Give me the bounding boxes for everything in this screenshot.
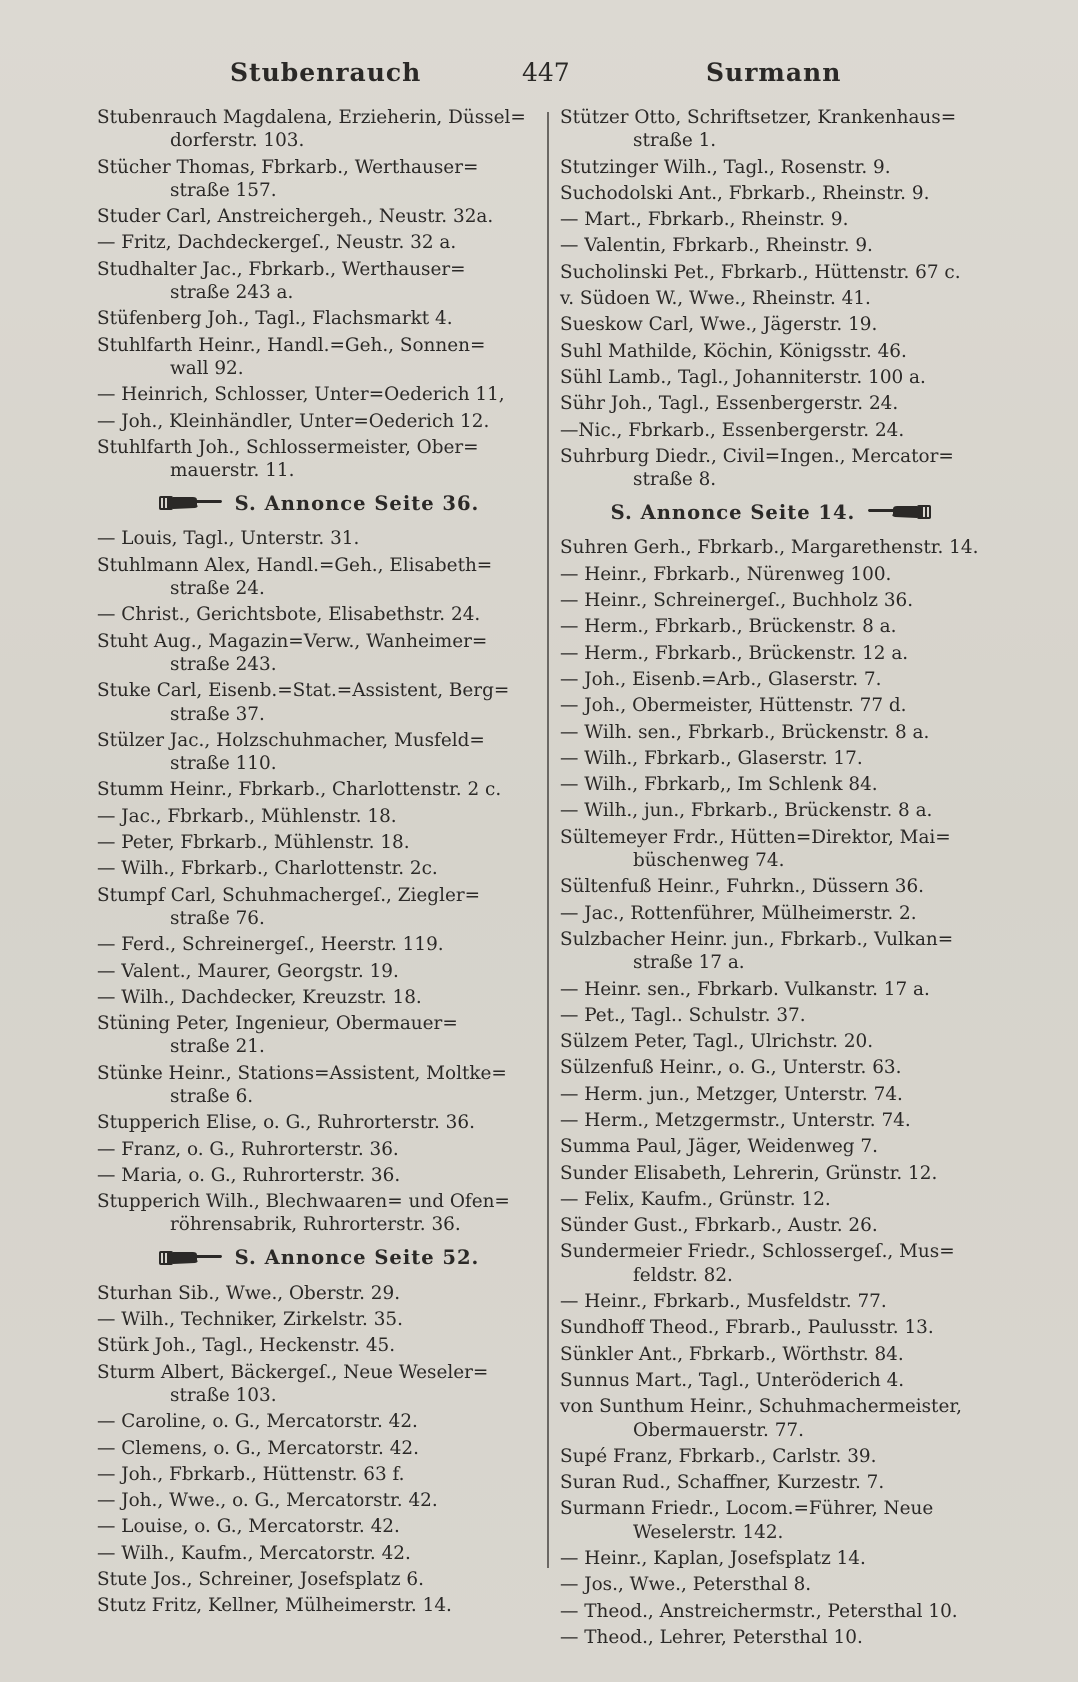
directory-entry	[560, 340, 994, 363]
directory-entry	[560, 313, 994, 336]
directory-entry	[97, 603, 529, 626]
entry-first-line: — Wilh., jun., Fbrkarb., Brückenstr. 8 a.	[560, 800, 933, 822]
directory-entry	[560, 563, 994, 586]
entry-first-line: — Clemens, o. G., Mercatorstr. 42.	[97, 1437, 419, 1459]
entry-first-line: — Herm., Fbrkarb., Brückenstr. 12 a.	[560, 642, 909, 664]
entry-first-line: Studer Carl, Anstreichergeh., Neustr. 32a.	[97, 206, 494, 228]
entry-first-line: von Sunthum Heinr., Schuhmachermeister,	[560, 1396, 962, 1418]
entry-first-line: — Wilh., Techniker, Zirkelstr. 35.	[97, 1309, 403, 1331]
entry-first-line: Suchodolski Ant., Fbrkarb., Rheinstr. 9.	[560, 182, 930, 204]
entry-first-line: Stumm Heinr., Fbrkarb., Charlottenstr. 2 c.	[97, 779, 502, 801]
entry-first-line: — Heinr. sen., Fbrkarb. Vulkanstr. 17 a.	[560, 978, 930, 1000]
entry-first-line: Stüfenberg Joh., Tagl., Flachsmarkt 4.	[97, 308, 453, 330]
directory-entry	[560, 668, 994, 691]
directory-entry	[560, 366, 994, 389]
entry-first-line: — Louis, Tagl., Unterstr. 31.	[97, 528, 360, 550]
entry-first-line: — Herm., Fbrkarb., Brückenstr. 8 a.	[560, 616, 897, 638]
entry-first-line: Stuhlfarth Heinr., Handl.=Geh., Sonnen=	[97, 334, 486, 356]
directory-entry	[560, 234, 994, 257]
directory-entry	[560, 773, 994, 796]
directory-entry	[560, 902, 994, 925]
entry-first-line: — Ferd., Schreinergeſ., Heerstr. 119.	[97, 934, 444, 956]
entry-continuation: straße 243 a.	[170, 282, 294, 304]
directory-entry	[97, 410, 529, 433]
directory-entry	[560, 642, 994, 665]
directory-entry	[97, 1138, 529, 1161]
entry-first-line: — Wilh. sen., Fbrkarb., Brückenstr. 8 a.	[560, 721, 930, 743]
column-divider	[547, 112, 549, 1568]
entry-first-line: — Valent., Maurer, Georgstr. 19.	[97, 960, 399, 982]
entry-first-line: Stute Jos., Schreiner, Josefsplatz 6.	[97, 1569, 424, 1591]
directory-entry	[97, 106, 529, 153]
entry-continuation: straße 243.	[170, 653, 277, 675]
directory-entry	[560, 1290, 994, 1313]
directory-entry	[97, 205, 529, 228]
entry-first-line: Sturm Albert, Bäckergeſ., Neue Weseler=	[97, 1361, 489, 1383]
directory-entry	[97, 805, 529, 828]
entry-first-line: — Jac., Fbrkarb., Mühlenstr. 18.	[97, 805, 397, 827]
directory-entry	[560, 1471, 994, 1494]
header-left-keyword: Stubenrauch	[230, 58, 422, 87]
directory-entry	[560, 445, 994, 492]
directory-entry	[560, 1626, 994, 1649]
entry-first-line: — Joh., Fbrkarb., Hüttenstr. 63 f.	[97, 1463, 405, 1485]
directory-entry	[560, 1343, 994, 1366]
directory-entry	[97, 1437, 529, 1460]
directory-entry	[97, 960, 529, 983]
annonce-text: S. Annonce Seite 14.	[610, 500, 856, 524]
entry-first-line: — Pet., Tagl.. Schulstr. 37.	[560, 1004, 806, 1026]
entry-first-line: Stupperich Wilh., Blechwaaren= und Ofen=	[97, 1191, 510, 1213]
directory-entry	[97, 778, 529, 801]
entry-first-line: — Heinrich, Schlosser, Unter=Oederich 11,	[97, 384, 505, 406]
directory-entry	[560, 287, 994, 310]
entry-first-line: Suhl Mathilde, Köchin, Königsstr. 46.	[560, 340, 907, 362]
entry-first-line: Sunnus Mart., Tagl., Unteröderich 4.	[560, 1369, 905, 1391]
entry-first-line: Stützer Otto, Schriftsetzer, Krankenhaus=	[560, 107, 957, 128]
entry-first-line: — Franz, o. G., Ruhrorterstr. 36.	[97, 1138, 399, 1160]
directory-entry	[560, 1188, 994, 1211]
directory-entry	[560, 1109, 994, 1132]
directory-entry	[560, 615, 994, 638]
directory-entry	[97, 1012, 529, 1059]
directory-entry	[560, 182, 994, 205]
entry-continuation: straße 37.	[170, 703, 265, 725]
directory-entry	[97, 1308, 529, 1331]
directory-entry	[97, 1334, 529, 1357]
page-header	[0, 58, 1078, 98]
directory-entry	[97, 884, 529, 931]
annonce-text: S. Annonce Seite 36.	[234, 491, 480, 515]
directory-entry	[97, 1463, 529, 1486]
directory-entry	[560, 261, 994, 284]
entry-first-line: Supé Franz, Fbrkarb., Carlstr. 39.	[560, 1445, 877, 1467]
entry-first-line: Sünder Gust., Fbrkarb., Austr. 26.	[560, 1215, 878, 1237]
directory-entry	[560, 1083, 994, 1106]
directory-entry	[560, 1547, 994, 1570]
directory-entry	[560, 978, 994, 1001]
entry-first-line: Surmann Friedr., Locom.=Führer, Neue	[560, 1498, 934, 1520]
entry-first-line: — Heinr., Fbrkarb., Nürenweg 100.	[560, 563, 892, 585]
entry-first-line: — Valentin, Fbrkarb., Rheinstr. 9.	[560, 235, 873, 257]
directory-entry	[97, 258, 529, 305]
directory-entry	[97, 1282, 529, 1305]
directory-entry	[97, 831, 529, 854]
entry-continuation: straße 1.	[633, 130, 717, 152]
entry-continuation: straße 6.	[170, 1085, 254, 1107]
directory-entry	[560, 419, 994, 442]
entry-first-line: Stücher Thomas, Fbrkarb., Werthauser=	[97, 156, 479, 178]
entry-first-line: — Louise, o. G., Mercatorstr. 42.	[97, 1516, 400, 1538]
entry-first-line: — Peter, Fbrkarb., Mühlenstr. 18.	[97, 832, 410, 854]
entry-first-line: Stumpf Carl, Schuhmachergeſ., Ziegler=	[97, 884, 481, 906]
entry-first-line: Stupperich Elise, o. G., Ruhrorterstr. 36.	[97, 1112, 475, 1134]
entry-first-line: Sulzbacher Heinr. jun., Fbrkarb., Vulkan=	[560, 928, 954, 950]
entry-first-line: — Heinr., Kaplan, Josefsplatz 14.	[560, 1548, 866, 1570]
directory-entry	[97, 1190, 529, 1237]
entry-first-line: — Joh., Obermeister, Hüttenstr. 77 d.	[560, 695, 907, 717]
entry-first-line: Sültenfuß Heinr., Fuhrkn., Düssern 36.	[560, 876, 925, 898]
directory-entry	[560, 1056, 994, 1079]
entry-first-line: Stuhlfarth Joh., Schlossermeister, Ober=	[97, 436, 479, 458]
entry-continuation: Obermauerstr. 77.	[633, 1419, 804, 1441]
entry-first-line: Sülzenfuß Heinr., o. G., Unterstr. 63.	[560, 1057, 902, 1079]
pointing-hand-icon	[867, 502, 931, 522]
directory-entry	[560, 694, 994, 717]
entry-first-line: — Heinr., Fbrkarb., Musfeldstr. 77.	[560, 1291, 887, 1313]
entry-first-line: Stüning Peter, Ingenieur, Obermauer=	[97, 1013, 458, 1035]
entry-first-line: Stürk Joh., Tagl., Heckenstr. 45.	[97, 1335, 396, 1357]
annonce-reference	[97, 491, 529, 515]
entry-first-line: Suran Rud., Schaffner, Kurzestr. 7.	[560, 1472, 885, 1494]
entry-continuation: straße 8.	[633, 469, 717, 491]
entry-first-line: v. Südoen W., Wwe., Rheinstr. 41.	[560, 288, 871, 310]
entry-continuation: straße 21.	[170, 1036, 265, 1058]
directory-entry	[560, 1573, 994, 1596]
directory-entry	[560, 1004, 994, 1027]
entry-first-line: Stuhlmann Alex, Handl.=Geh., Elisabeth=	[97, 554, 493, 576]
annonce-reference	[97, 1246, 529, 1270]
entry-first-line: Stülzer Jac., Holzschuhmacher, Musfeld=	[97, 729, 485, 751]
entry-first-line: — Maria, o. G., Ruhrorterstr. 36.	[97, 1164, 401, 1186]
directory-entry	[560, 589, 994, 612]
entry-first-line: — Joh., Wwe., o. G., Mercatorstr. 42.	[97, 1490, 438, 1512]
entry-first-line: Sundhoff Theod., Fbrarb., Paulusstr. 13.	[560, 1317, 934, 1339]
directory-entry	[97, 156, 529, 203]
entry-first-line: — Joh., Kleinhändler, Unter=Oederich 12.	[97, 410, 490, 432]
directory-entry	[97, 1410, 529, 1433]
directory-entry	[97, 1111, 529, 1134]
entry-first-line: Suhren Gerh., Fbrkarb., Margarethenstr. 14.	[560, 537, 979, 559]
directory-entry	[560, 1316, 994, 1339]
entry-first-line: Sünkler Ant., Fbrkarb., Wörthstr. 84.	[560, 1343, 904, 1365]
entry-first-line: — Caroline, o. G., Mercatorstr. 42.	[97, 1411, 418, 1433]
annonce-text: S. Annonce Seite 52.	[234, 1246, 480, 1270]
directory-entry	[97, 231, 529, 254]
directory-entry	[97, 307, 529, 330]
entry-continuation: straße 103.	[170, 1384, 277, 1406]
entry-first-line: — Theod., Lehrer, Petersthal 10.	[560, 1626, 863, 1648]
entry-continuation: dorferstr. 103.	[170, 130, 305, 152]
directory-entry	[97, 933, 529, 956]
directory-entry	[560, 928, 994, 975]
right-column	[560, 106, 994, 1652]
entry-continuation: Weselerstr. 142.	[633, 1521, 784, 1543]
directory-entry	[97, 630, 529, 677]
directory-entry	[560, 1600, 994, 1623]
directory-entry	[97, 527, 529, 550]
entry-first-line: Sucholinski Pet., Fbrkarb., Hüttenstr. 67 c.	[560, 261, 961, 283]
entry-first-line: Sunder Elisabeth, Lehrerin, Grünstr. 12.	[560, 1162, 938, 1184]
directory-entry	[97, 857, 529, 880]
directory-entry	[560, 1395, 994, 1442]
directory-entry	[560, 1030, 994, 1053]
directory-entry	[97, 334, 529, 381]
directory-entry	[560, 721, 994, 744]
directory-entry	[97, 1361, 529, 1408]
directory-entry	[560, 106, 994, 153]
entry-first-line: Stutzinger Wilh., Tagl., Rosenstr. 9.	[560, 156, 891, 178]
directory-entry	[97, 436, 529, 483]
directory-entry	[97, 1568, 529, 1591]
entry-first-line: — Fritz, Dachdeckergeſ., Neustr. 32 a.	[97, 232, 457, 254]
directory-entry	[560, 1240, 994, 1287]
directory-entry	[97, 1594, 529, 1617]
entry-first-line: — Felix, Kaufm., Grünstr. 12.	[560, 1188, 831, 1210]
entry-continuation: straße 110.	[170, 753, 277, 775]
left-column	[97, 106, 529, 1621]
directory-entry	[97, 1062, 529, 1109]
directory-entry	[560, 1214, 994, 1237]
entry-first-line: — Mart., Fbrkarb., Rheinstr. 9.	[560, 209, 849, 231]
entry-continuation: straße 76.	[170, 907, 265, 929]
pointing-hand-icon	[159, 1248, 223, 1268]
entry-first-line: — Joh., Eisenb.=Arb., Glaserstr. 7.	[560, 668, 882, 690]
directory-entry	[97, 1489, 529, 1512]
entry-first-line: — Wilh., Dachdecker, Kreuzstr. 18.	[97, 986, 422, 1008]
entry-first-line: Stutz Fritz, Kellner, Mülheimerstr. 14.	[97, 1595, 452, 1617]
entry-first-line: Stünke Heinr., Stations=Assistent, Moltke=	[97, 1062, 507, 1084]
entry-first-line: Stubenrauch Magdalena, Erzieherin, Düssel=	[97, 107, 526, 128]
entry-first-line: — Jac., Rottenführer, Mülheimerstr. 2.	[560, 902, 917, 924]
entry-continuation: straße 24.	[170, 578, 265, 600]
entry-first-line: Sültemeyer Frdr., Hütten=Direktor, Mai=	[560, 826, 951, 848]
directory-entry	[97, 986, 529, 1009]
directory-entry	[560, 1135, 994, 1158]
entry-first-line: — Jos., Wwe., Petersthal 8.	[560, 1574, 812, 1596]
entry-first-line: — Herm. jun., Metzger, Unterstr. 74.	[560, 1083, 903, 1105]
entry-first-line: — Wilh., Fbrkarb., Glaserstr. 17.	[560, 747, 863, 769]
directory-entry	[97, 554, 529, 601]
directory-entry	[560, 1162, 994, 1185]
directory-entry	[560, 826, 994, 873]
entry-first-line: Sueskow Carl, Wwe., Jägerstr. 19.	[560, 314, 878, 336]
entry-first-line: — Christ., Gerichtsbote, Elisabethstr. 24.	[97, 604, 481, 626]
entry-continuation: straße 157.	[170, 179, 277, 201]
entry-continuation: feldstr. 82.	[633, 1264, 733, 1286]
directory-entry	[560, 1369, 994, 1392]
entry-first-line: Summa Paul, Jäger, Weidenweg 7.	[560, 1136, 878, 1158]
entry-continuation: wall 92.	[170, 357, 244, 379]
directory-entry	[560, 156, 994, 179]
entry-first-line: Stuht Aug., Magazin=Verw., Wanheimer=	[97, 630, 488, 652]
entry-continuation: straße 17 a.	[633, 952, 745, 974]
entry-first-line: — Wilh., Fbrkarb,, Im Schlenk 84.	[560, 774, 878, 796]
entry-continuation: röhrensabrik, Ruhrorterstr. 36.	[170, 1214, 461, 1236]
directory-entry	[97, 1542, 529, 1565]
entry-first-line: Sturhan Sib., Wwe., Oberstr. 29.	[97, 1282, 401, 1304]
directory-entry	[560, 875, 994, 898]
directory-entry	[97, 1515, 529, 1538]
entry-first-line: Sülzem Peter, Tagl., Ulrichstr. 20.	[560, 1031, 874, 1053]
directory-entry	[560, 536, 994, 559]
entry-first-line: — Theod., Anstreichermstr., Petersthal 10.	[560, 1600, 958, 1622]
entry-continuation: büschenweg 74.	[633, 850, 785, 872]
entry-first-line: Studhalter Jac., Fbrkarb., Werthauser=	[97, 258, 466, 280]
entry-first-line: —Nic., Fbrkarb., Essenbergerstr. 24.	[560, 419, 905, 441]
header-right-keyword: Surmann	[706, 58, 842, 87]
entry-first-line: — Wilh., Fbrkarb., Charlottenstr. 2c.	[97, 858, 438, 880]
directory-entry	[560, 1445, 994, 1468]
directory-entry	[560, 392, 994, 415]
directory-entry	[560, 208, 994, 231]
entry-first-line: Sühr Joh., Tagl., Essenbergerstr. 24.	[560, 393, 899, 415]
directory-entry	[97, 679, 529, 726]
directory-entry	[97, 383, 529, 406]
pointing-hand-icon	[159, 493, 223, 513]
entry-first-line: — Heinr., Schreinergeſ., Buchholz 36.	[560, 590, 914, 612]
directory-entry	[560, 747, 994, 770]
directory-entry	[560, 799, 994, 822]
directory-entry	[560, 1497, 994, 1544]
entry-first-line: Stuke Carl, Eisenb.=Stat.=Assistent, Berg=	[97, 680, 510, 702]
entry-first-line: Sundermeier Friedr., Schlossergeſ., Mus=	[560, 1241, 955, 1263]
entry-first-line: Sühl Lamb., Tagl., Johanniterstr. 100 a.	[560, 366, 926, 388]
directory-entry	[97, 1164, 529, 1187]
entry-first-line: — Herm., Metzgermstr., Unterstr. 74.	[560, 1109, 911, 1131]
entry-first-line: Suhrburg Diedr., Civil=Ingen., Mercator=	[560, 445, 954, 467]
entry-first-line: — Wilh., Kaufm., Mercatorstr. 42.	[97, 1542, 411, 1564]
page-number: 447	[522, 58, 570, 87]
directory-entry	[97, 729, 529, 776]
entry-continuation: mauerstr. 11.	[170, 460, 295, 482]
annonce-reference	[560, 500, 994, 524]
